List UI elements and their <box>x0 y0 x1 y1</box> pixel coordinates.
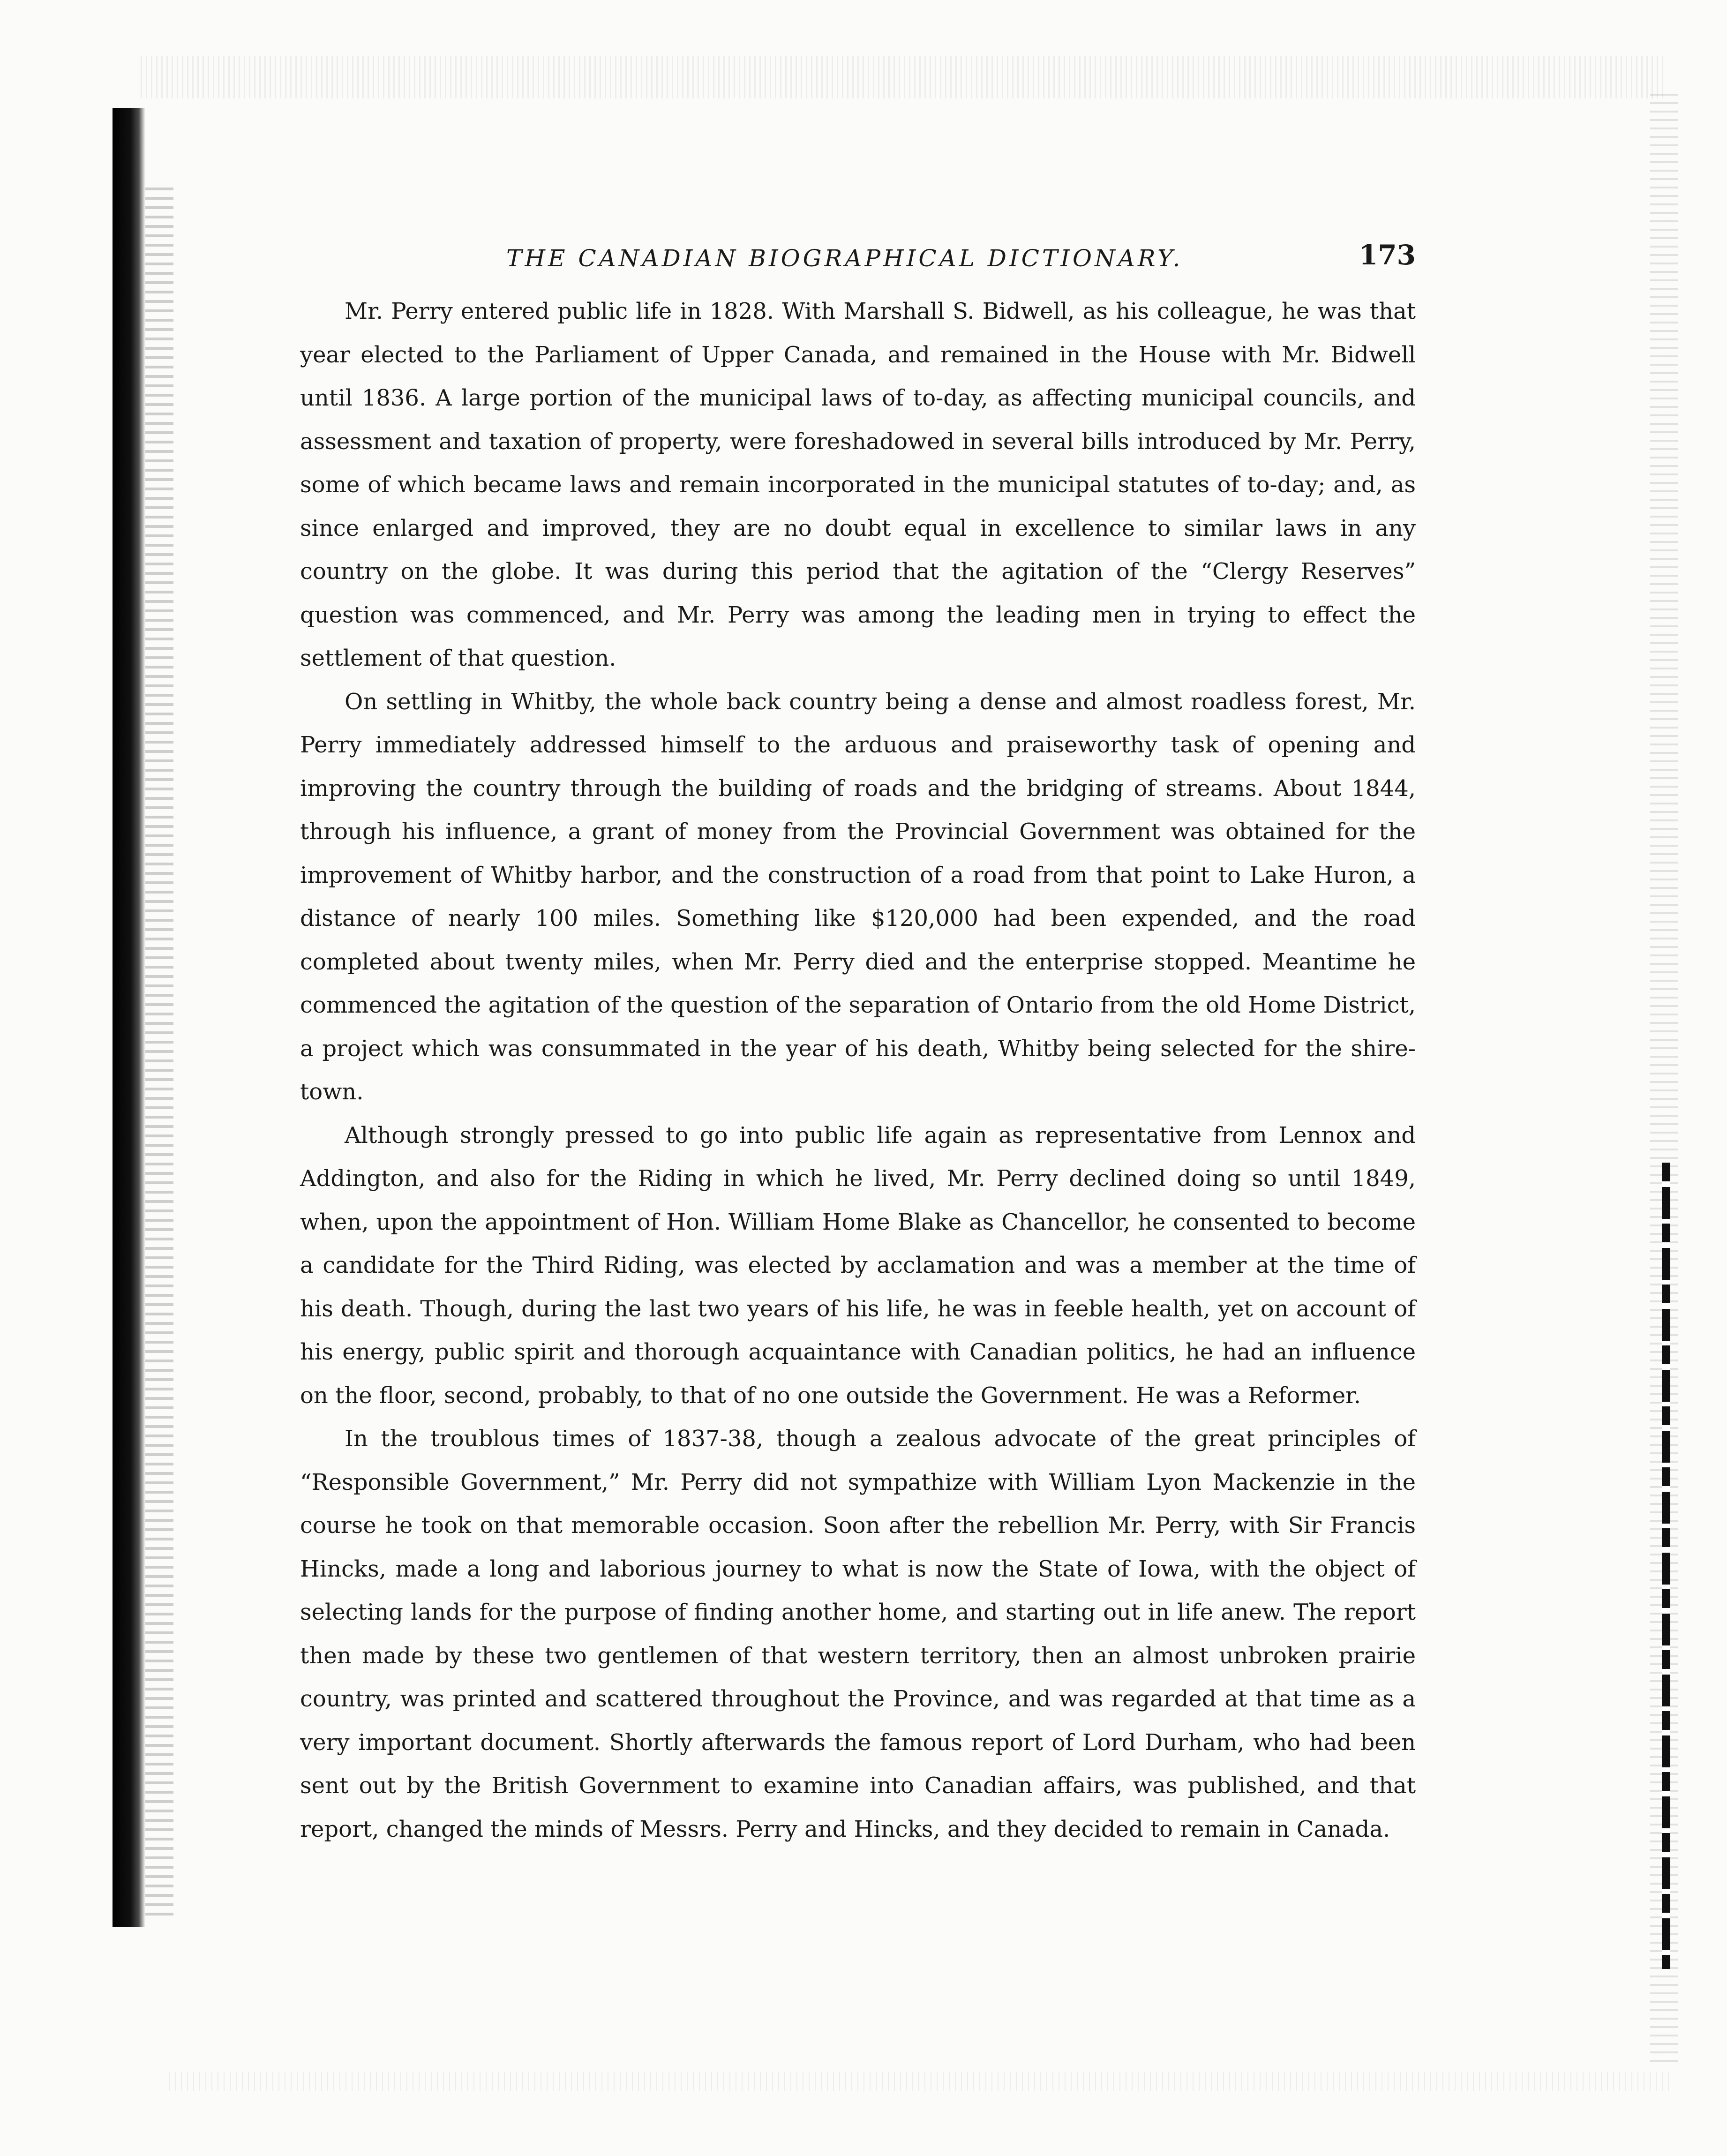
page-edge-mark <box>1662 1163 1670 1969</box>
page-number: 173 <box>1359 239 1416 271</box>
scan-noise-bottom <box>169 2072 1669 2091</box>
binding-shadow <box>113 108 145 1927</box>
paragraph: On settling in Whitby, the whole back country being a dense and almost roadless forest, Mr. Perry immediately addressed himself to the arduous and praiseworthy task of opening and improving the country through the building of roads and the bridging of streams. About 1844, through his influence, a grant of money from the Provincial Government was obtained for the improvement of Whitby harbor, and the construction of a road from that point to Lake Huron, a distance of nearly 100 miles. Something like $120,000 had been expended, and the road completed about twenty miles, when Mr. Perry died and the enterprise stopped. Meantime he commenced the agitation of the question of the separation of Ontario from the old Home District, a project which was consummated in the year of his death, Whitby being selected for the shire-town. <box>300 688 1416 1105</box>
binding-noise <box>145 188 173 1922</box>
scan-noise-top <box>141 56 1664 98</box>
paragraph: Although strongly pressed to go into public life again as representative from Lennox and Addington, and also for the Riding in which he lived, Mr. Perry declined doing so until 1849, when, upon the appointment of Hon. William Home Blake as Chancellor, he consented to become a candidate for the Third Riding, was elected by acclamation and was a member at the time of his death. Though, during the last two years of his life, he was in feeble health, yet on account of his energy, public spirit and thorough acquaintance with Canadian politics, he had an influence on the floor, second, probably, to that of no one outside the Government. He was a Reformer. <box>300 1122 1416 1409</box>
paragraph: In the troublous times of 1837-38, though a zealous advocate of the great principles of “Responsible Government,” Mr. Perry did not sympathize with William Lyon Mackenzie in the course he took on that memorable occasion. Soon after the rebellion Mr. Perry, with Sir Francis Hincks, made a long and laborious journey to what is now the State of Iowa, with the object of selecting lands for the purpose of finding another home, and starting out in life anew. The report then made by these two gentlemen of that western territory, then an almost unbroken prairie country, was printed and scattered throughout the Province, and was regarded at that time as a very important document. Shortly afterwards the famous report of Lord Durham, who had been sent out by the British Government to examine into Canadian affairs, was published, and that report, changed the minds of Messrs. Perry and Hincks, and they decided to remain in Canada. <box>300 1426 1416 1842</box>
running-title: THE CANADIAN BIOGRAPHICAL DICTIONARY. <box>506 245 1183 272</box>
paragraph: Mr. Perry entered public life in 1828. With Marshall S. Bidwell, as his colleague, he was that year elected to the Parliament of Upper Canada, and remained in the House with Mr. Bidwell until 1836. A large portion of the municipal laws of to-day, as affecting municipal councils, and assessment and taxation of property, were foreshadowed in several bills introduced by Mr. Perry, some of which became laws and remain incorporated in the municipal statutes of to-day; and, as since enlarged and improved, they are no doubt equal in excellence to similar laws in any country on the globe. It was during this period that the agitation of the “Clergy Reserves” question was commenced, and Mr. Perry was among the leading men in trying to effect the settlement of that question. <box>300 298 1416 671</box>
body-text <box>300 290 1416 1851</box>
page-header <box>300 239 1416 281</box>
